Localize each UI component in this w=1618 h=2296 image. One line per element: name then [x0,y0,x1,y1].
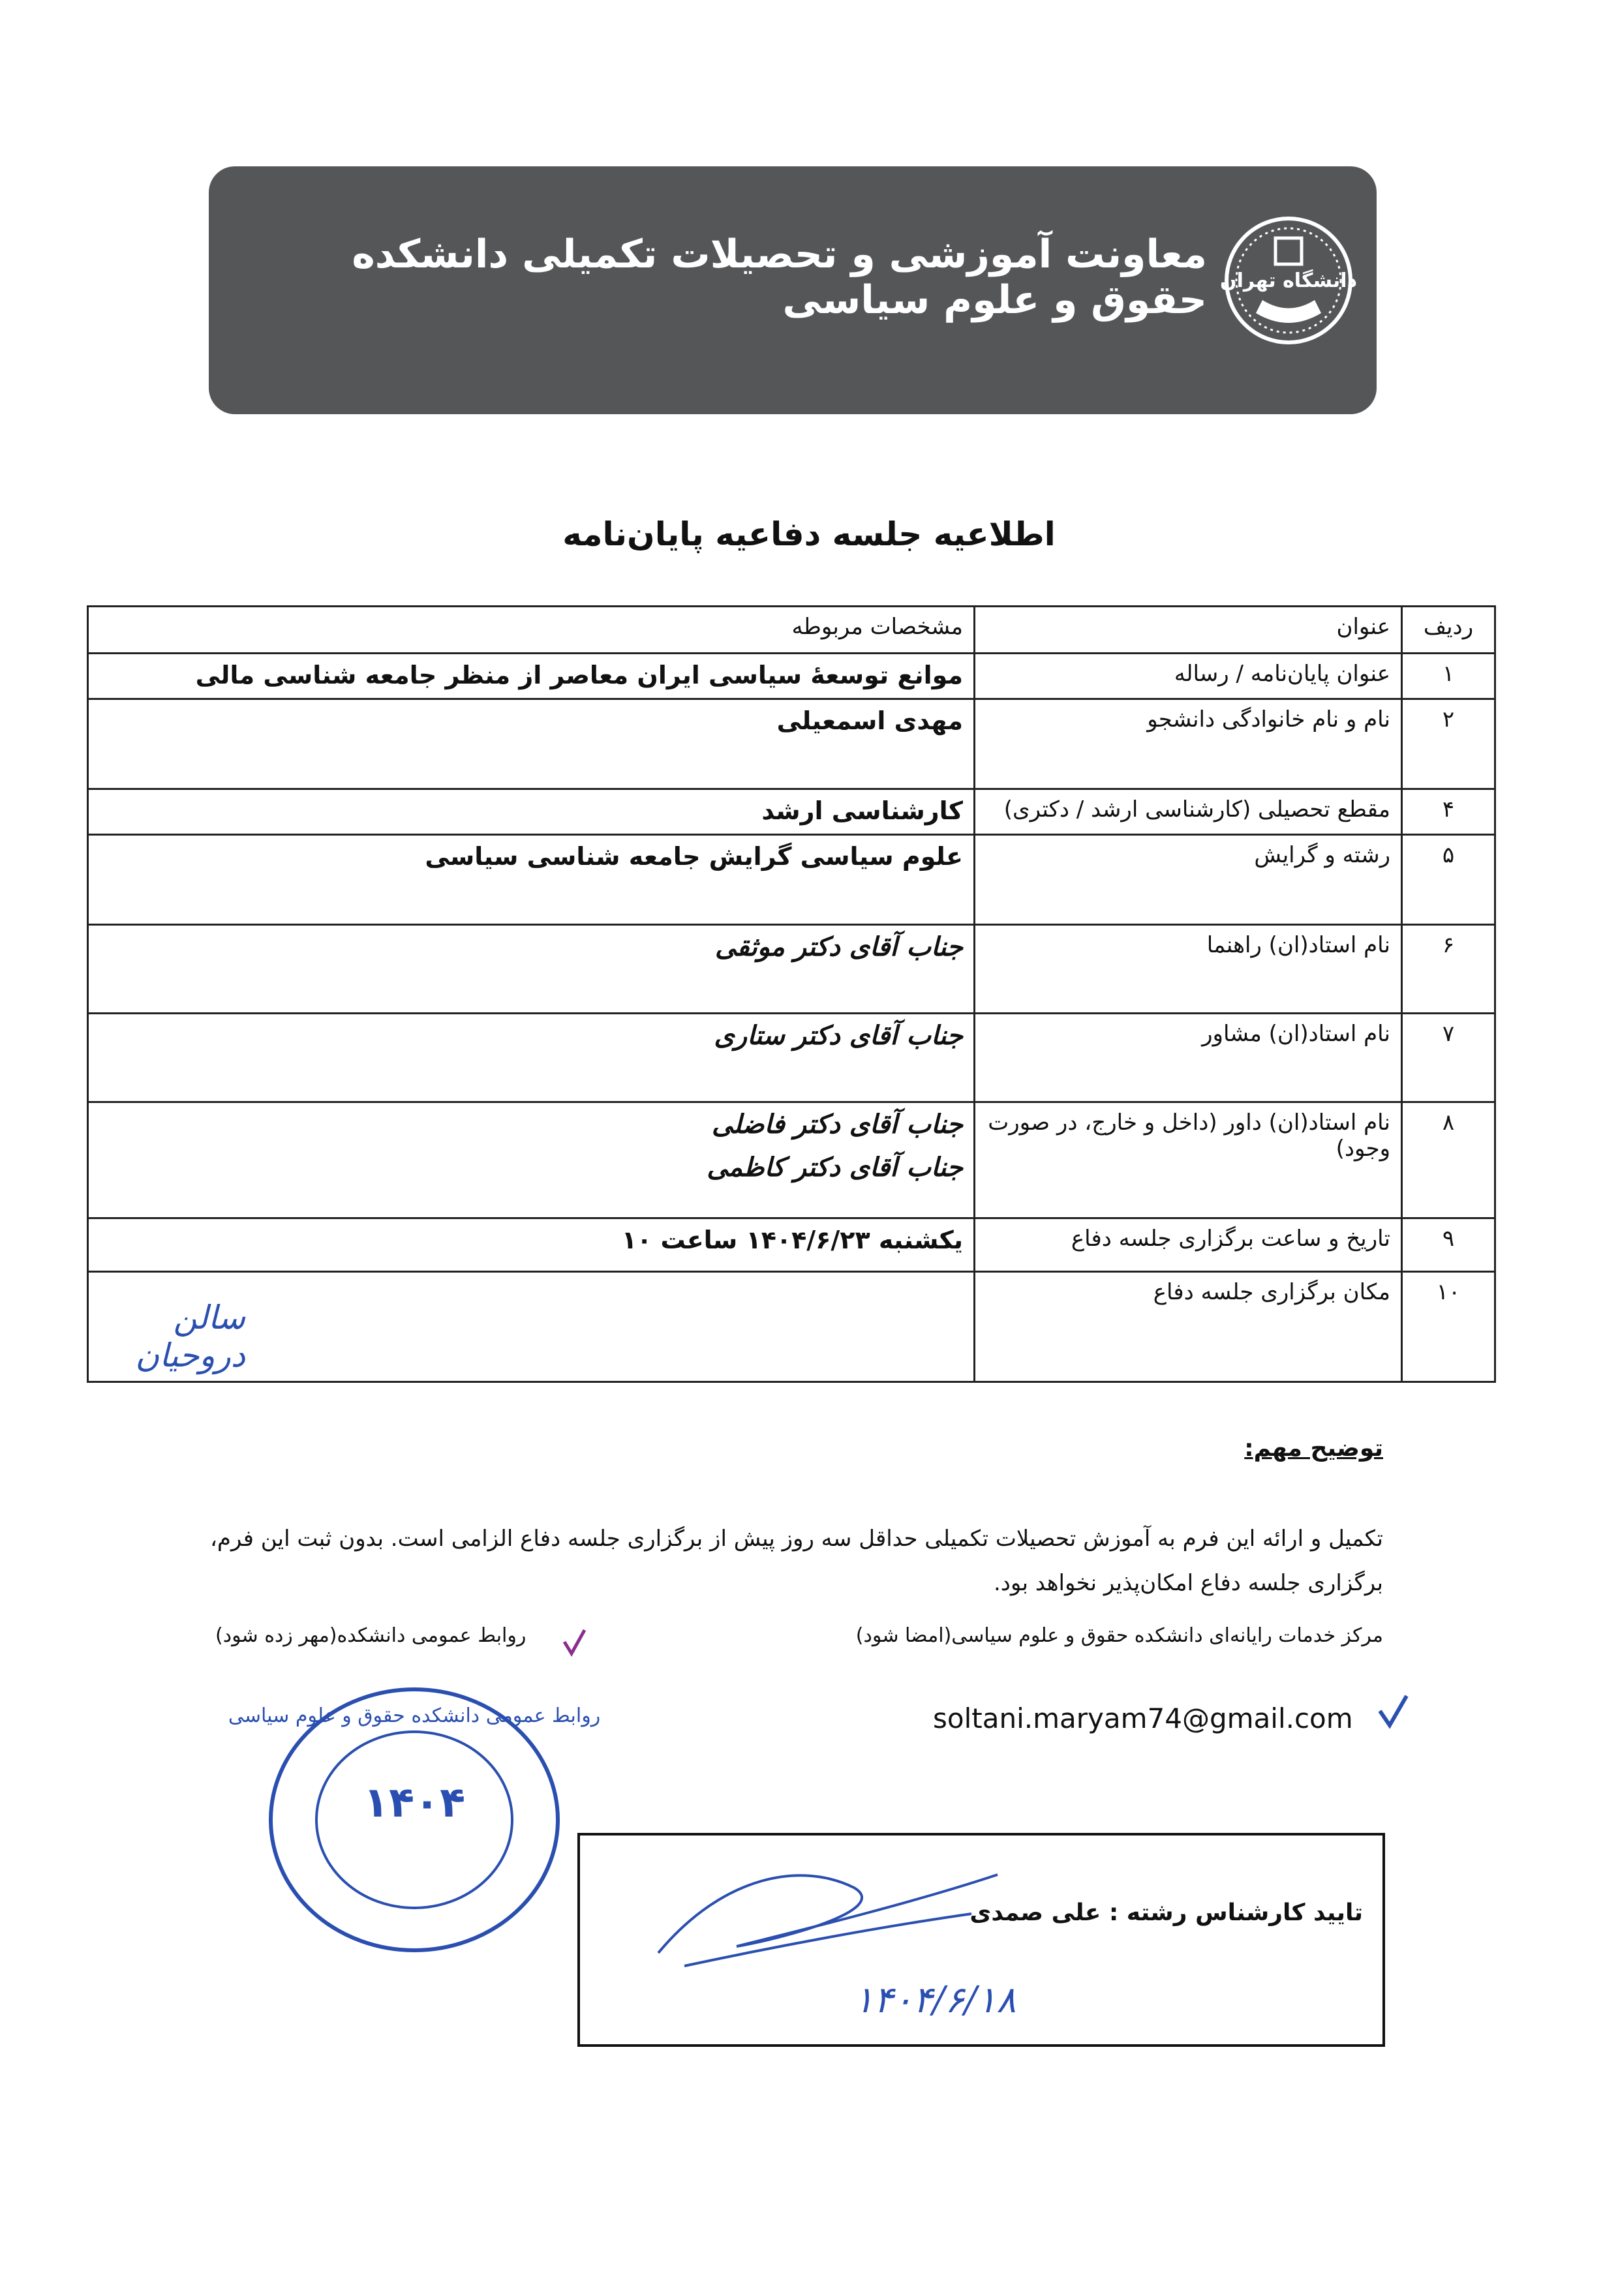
table-row [88,835,1495,925]
table-header-row [88,607,1495,654]
row-value: یکشنبه ۱۴۰۴/۶/۲۳ ساعت ۱۰ [88,1218,975,1272]
row-number: ۴ [1402,789,1495,835]
row-value [88,1272,975,1382]
handwritten-venue: سالن دروحیان [135,1299,245,1374]
table-row [88,654,1495,699]
referee-1: جناب آقای دکتر فاضلی [712,1110,963,1140]
row-number: ۲ [1402,699,1495,789]
row-value: مهدی اسمعیلی [88,699,975,789]
checkmark-icon [1377,1693,1409,1729]
row-value [88,1102,975,1218]
header-field: عنوان [975,607,1402,654]
row-number: ۱۰ [1402,1272,1495,1382]
signature [645,1849,1011,1979]
row-value: علوم سیاسی گرایش جامعه شناسی سیاسی [88,835,975,925]
official-stamp [228,1676,601,1963]
row-value: جناب آقای دکتر موثقی [88,925,975,1014]
header-value: مشخصات مربوطه [88,607,975,654]
row-field: تاریخ و ساعت برگزاری جلسه دفاع [975,1218,1402,1272]
stamp-center: ۱۴۰۴ [363,1779,466,1827]
header-row-number: ردیف [1402,607,1495,654]
stamp-ring-text: روابط عمومی دانشکده حقوق و علوم سیاسی [228,1704,601,1727]
note-text: تکمیل و ارائه این فرم به آموزش تحصیلات تکمیلی حداقل سه روز پیش از برگزاری جلسه دفاع الزامی است. بدون ثبت این فرم، برگزاری جلسه دفاع امکان‌پذیر نخواهد بود. [209,1526,1383,1596]
table-row [88,789,1495,835]
row-field: مقطع تحصیلی (کارشناسی ارشد / دکتری) [975,789,1402,835]
row-value: کارشناسی ارشد [88,789,975,835]
row-field: نام و نام خانوادگی دانشجو [975,699,1402,789]
row-field: عنوان پایان‌نامه / رساله [975,654,1402,699]
table-row [88,1272,1495,1382]
row-field: نام استاد(ان) راهنما [975,925,1402,1014]
row-number: ۹ [1402,1218,1495,1272]
note-title: توضیح مهم: [1244,1435,1383,1462]
row-field: نام استاد(ان) مشاور [975,1014,1402,1102]
approval-box [577,1833,1385,2047]
defense-info-table [87,605,1496,1383]
page-title: اطلاعیه جلسه دفاعیه پایان‌نامه [562,515,1056,553]
table-row [88,1102,1495,1218]
row-field: رشته و گرایش [975,835,1402,925]
email-address: soltani.maryam74@gmail.com [933,1702,1353,1734]
public-relations-signoff: روابط عمومی دانشکده(مهر زده شود) [215,1624,527,1647]
university-logo [1220,202,1357,365]
row-number: ۶ [1402,925,1495,1014]
table-row [88,1218,1495,1272]
row-value: موانع توسعهٔ سیاسی ایران معاصر از منظر جامعه شناسی مالی [88,654,975,699]
checkmark-icon [561,1627,587,1657]
table-row [88,699,1495,789]
row-number: ۸ [1402,1102,1495,1218]
logo-text: دانشگاه تهران [1220,269,1357,292]
row-value: جناب آقای دکتر ستاری [88,1014,975,1102]
row-number: ۷ [1402,1014,1495,1102]
referee-2: جناب آقای دکتر کاظمی [707,1153,963,1183]
approval-label: تایید کارشناس رشته : علی صمدی [969,1899,1363,1926]
table-row [88,1014,1495,1102]
computer-center-signoff: مرکز خدمات رایانه‌ای دانشکده حقوق و علوم سیاسی(امضا شود) [855,1624,1383,1647]
header-title: معاونت آموزشی و تحصیلات تکمیلی دانشکده حقوق و علوم سیاسی [352,232,1207,323]
row-number: ۵ [1402,835,1495,925]
table-row [88,925,1495,1014]
approval-date: ۱۴۰۴/۶/۱۸ [854,1979,1016,2021]
row-field: مکان برگزاری جلسه دفاع [975,1272,1402,1382]
row-number: ۱ [1402,654,1495,699]
row-field: نام استاد(ان) داور (داخل و خارج، در صورت وجود) [975,1102,1402,1218]
